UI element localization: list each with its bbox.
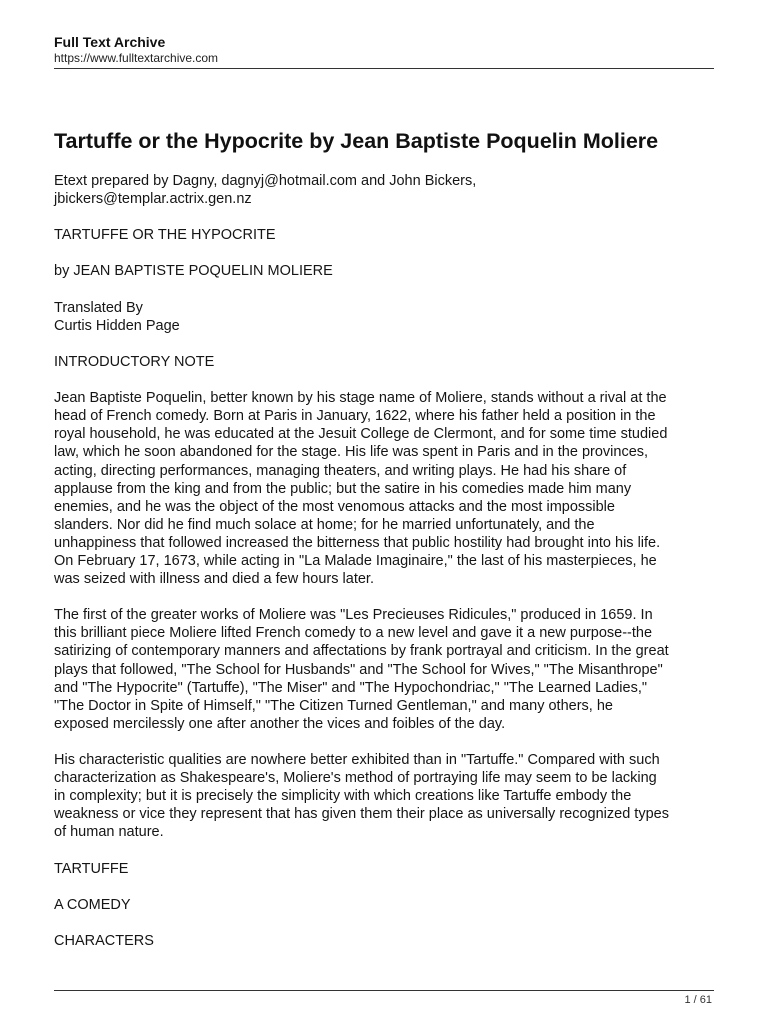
header-divider [54, 68, 714, 69]
intro-paragraph-2: The first of the greater works of Moliere was "Les Precieuses Ridicules," produced in 1659. In this brilliant piece Moliere lifted French comedy to a new level and gave it a new purpose--the satirizing of contemporary manners and affectations by frank portrayal and criticism. In the great plays that followed, "The School for Husbands" and "The School for Wives," "The Misanthrope" and "The Hypocrite" (Tartuffe), "The Miser" and "The Hypochondriac," "The Learned Ladies," "The Doctor in Spite of Himself," "The Citizen Turned Gentleman," and many others, he exposed mercilessly one after another the vices and foibles of the day. [54, 607, 669, 732]
site-name: Full Text Archive [54, 34, 166, 50]
page-header [54, 34, 714, 66]
document-body [54, 172, 716, 968]
etext-credits: Etext prepared by Dagny, dagnyj@hotmail.com and John Bickers, jbickers@templar.actrix.gen.nz [54, 173, 477, 208]
play-title-caps: TARTUFFE OR THE HYPOCRITE [54, 227, 276, 244]
translator-line: Translated By Curtis Hidden Page [54, 299, 180, 334]
heading-characters: CHARACTERS [54, 932, 154, 949]
heading-a-comedy: A COMEDY [54, 896, 131, 913]
intro-paragraph-3: His characteristic qualities are nowhere better exhibited than in "Tartuffe." Compared with such characterization as Shakespeare's, Moliere's method of portraying life may seem to be lacking in complexity; but it is precisely the simplicity with which creations like Tartuffe embody the weakness or vice they represent that has given them their place as universally recognized types of human nature. [54, 752, 669, 841]
page-indicator: 1 / 61 [684, 994, 712, 1006]
author-line: by JEAN BAPTISTE POQUELIN MOLIERE [54, 263, 333, 280]
document-title: Tartuffe or the Hypocrite by Jean Baptiste Poquelin Moliere [54, 129, 659, 153]
site-url[interactable]: https://www.fulltextarchive.com [54, 51, 219, 65]
heading-tartuffe: TARTUFFE [54, 860, 129, 877]
section-heading-introductory-note: INTRODUCTORY NOTE [54, 353, 215, 370]
footer-divider [54, 990, 714, 991]
intro-paragraph-1: Jean Baptiste Poquelin, better known by his stage name of Moliere, stands without a rival at the head of French comedy. Born at Paris in January, 1622, where his father held a position in the royal household, he was educated at the Jesuit College de Clermont, and for some time studied law, which he soon abandoned for the stage. His life was spent in Paris and in the provinces, acting, directing performances, managing theaters, and writing plays. He had his share of applause from the king and from the public; but the satire in his comedies made him many enemies, and he was the object of the most venomous attacks and the most impossible slanders. Nor did he find much solace at home; for he married unfortunately, and the unhappiness that followed increased the bitterness that public hostility had brought into his life. On February 17, 1673, while acting in "La Malade Imaginaire," the last of his masterpieces, he was seized with illness and died a few hours later. [54, 390, 668, 588]
